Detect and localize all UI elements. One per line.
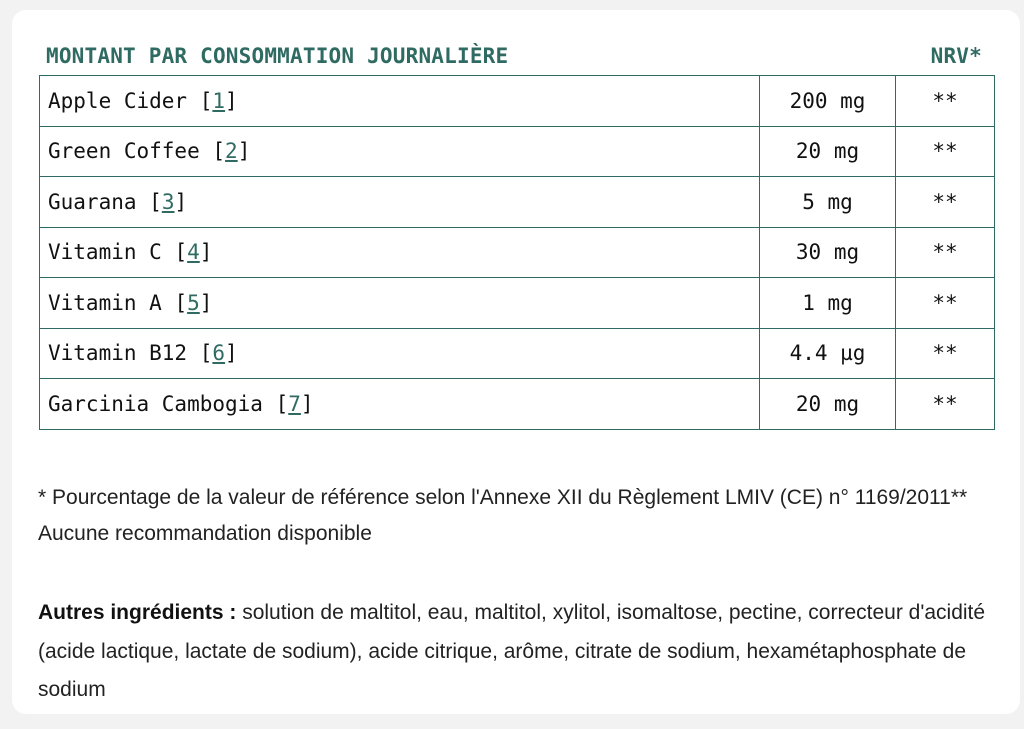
table-row — [40, 278, 995, 329]
other-ingredients — [38, 594, 998, 710]
table-row — [40, 177, 995, 228]
nrv-cell: ** — [896, 227, 995, 278]
header-nrv-label: NRV* — [930, 44, 982, 68]
reference-link[interactable]: 6 — [212, 341, 226, 366]
amount-cell: 30 mg — [760, 227, 896, 278]
table-row — [40, 76, 995, 127]
nrv-cell: ** — [896, 379, 995, 430]
ingredient-name: Green Coffee — [48, 139, 200, 164]
header-amount-label: MONTANT PAR CONSOMMATION JOURNALIÈRE — [46, 44, 509, 68]
ingredient-name-cell: Garcinia Cambogia [7] — [40, 379, 760, 430]
ingredient-name-cell: Green Coffee [2] — [40, 126, 760, 177]
reference-link[interactable]: 5 — [187, 290, 200, 315]
ingredient-name: Garcinia Cambogia — [48, 391, 263, 416]
amount-cell: 4.4 µg — [760, 328, 896, 379]
amount-cell: 200 mg — [760, 76, 896, 127]
ingredient-name-cell: Apple Cider [1] — [40, 76, 760, 127]
ingredient-name: Vitamin A — [48, 290, 162, 315]
ingredient-name-cell: Vitamin A [5] — [40, 278, 760, 329]
nutrition-card — [12, 10, 1020, 714]
ingredient-name: Vitamin B12 — [48, 341, 188, 366]
nrv-cell: ** — [896, 278, 995, 329]
ingredient-name: Vitamin C — [48, 240, 162, 265]
table-row — [40, 379, 995, 430]
table-row — [40, 328, 995, 379]
table-header — [46, 44, 986, 68]
amount-cell: 20 mg — [760, 126, 896, 177]
nrv-footnote: * Pourcentage de la valeur de référence selon l'Annexe XII du Règlement LMIV (CE) n° 1169/2011** Aucune recommandation disponible — [38, 486, 968, 545]
amount-cell: 5 mg — [760, 177, 896, 228]
nrv-cell: ** — [896, 76, 995, 127]
reference-link[interactable]: 7 — [288, 391, 301, 416]
ingredient-name-cell: Guarana [3] — [40, 177, 760, 228]
reference-link[interactable]: 1 — [212, 88, 226, 113]
ingredient-name-cell: Vitamin B12 [6] — [40, 328, 760, 379]
reference-link[interactable]: 2 — [225, 139, 238, 164]
nrv-cell: ** — [896, 328, 995, 379]
reference-link[interactable]: 4 — [187, 240, 200, 265]
nrv-cell: ** — [896, 126, 995, 177]
table-row — [40, 227, 995, 278]
table-row — [40, 126, 995, 177]
ingredient-name-cell: Vitamin C [4] — [40, 227, 760, 278]
amount-cell: 20 mg — [760, 379, 896, 430]
nutrition-table — [39, 75, 995, 430]
other-ingredients-text: solution de maltitol, eau, maltitol, xylitol, isomaltose, pectine, correcteur d'acidité (acide lactique, lactate de sodium), acide citrique, arôme, citrate de sodium, hexamétaphosphate de sodium — [38, 601, 986, 701]
reference-link[interactable]: 3 — [161, 189, 175, 214]
ingredient-name: Guarana — [48, 189, 137, 214]
nrv-cell: ** — [896, 177, 995, 228]
amount-cell: 1 mg — [760, 278, 896, 329]
other-ingredients-label: Autres ingrédients : — [38, 601, 237, 624]
ingredient-name: Apple Cider — [48, 88, 188, 113]
